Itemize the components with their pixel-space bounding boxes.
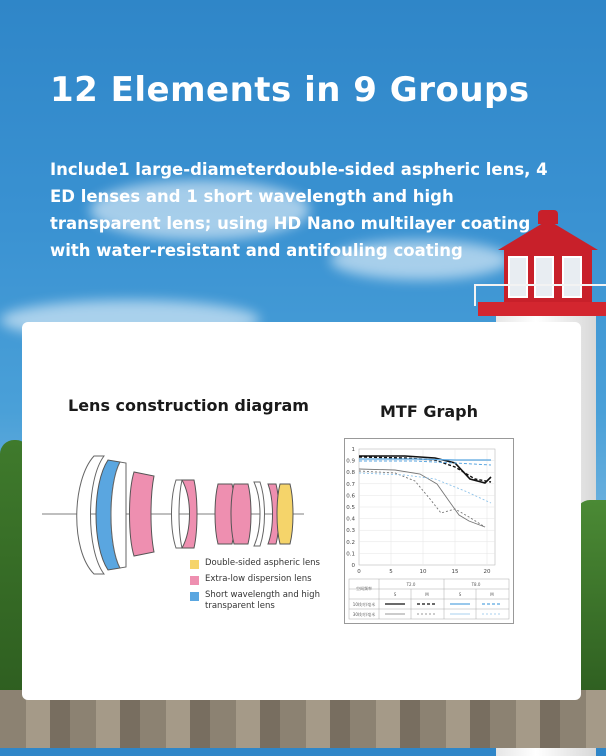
y-tick: 0.1 (346, 551, 355, 558)
info-card (22, 322, 581, 700)
lens-diagram-title: Lens construction diagram (68, 396, 309, 415)
mtf-graph-title: MTF Graph (380, 402, 478, 421)
table-sub: M (425, 592, 429, 597)
page-title: 12 Elements in 9 Groups (50, 70, 530, 110)
x-tick: 10 (419, 569, 427, 575)
legend-swatch-short-wavelength (190, 592, 199, 601)
legend-swatch-ed (190, 576, 199, 585)
x-tick: 20 (483, 569, 491, 575)
mtf-graph (344, 438, 514, 624)
table-sub: S (458, 592, 462, 597)
legend-label: Double-sided aspheric lens (205, 558, 320, 568)
legend-item (190, 558, 340, 569)
x-tick: 15 (451, 569, 459, 575)
y-tick: 0.4 (346, 516, 355, 523)
table-sub: S (393, 592, 397, 597)
legend-item (190, 574, 340, 585)
mtf-chart (345, 439, 513, 623)
x-tick: 5 (389, 569, 393, 575)
legend-swatch-aspheric (190, 560, 199, 569)
legend-item (190, 590, 340, 612)
y-tick: 1 (351, 447, 355, 453)
legend-label: Short wavelength and high transparent lens (205, 590, 320, 611)
table-group: T2.0 (406, 582, 416, 587)
y-tick: 0.5 (346, 505, 355, 511)
table-row-label: 10线对/毫米 (352, 602, 376, 607)
table-sub: M (490, 592, 494, 597)
y-tick: 0.7 (346, 481, 355, 488)
table-corner: 空间频率 (356, 586, 372, 591)
x-tick: 0 (357, 569, 361, 575)
y-tick: 0 (351, 563, 355, 569)
legend-label: Extra-low dispersion lens (205, 574, 312, 584)
lens-legend (190, 558, 340, 617)
page-description: Include1 large-diameterdouble-sided aspheric lens, 4 ED lenses and 1 short wavelength and high transparent lens; using HD Nano multilayer coating with water-resistant and antifouling coating (50, 160, 548, 260)
y-tick: 0.6 (346, 493, 355, 500)
table-group: T8.0 (471, 582, 481, 587)
y-tick: 0.3 (346, 528, 355, 535)
table-row-label: 30线对/毫米 (352, 612, 376, 617)
y-tick: 0.2 (346, 539, 355, 546)
y-tick: 0.8 (346, 470, 355, 477)
y-tick: 0.9 (346, 458, 355, 465)
